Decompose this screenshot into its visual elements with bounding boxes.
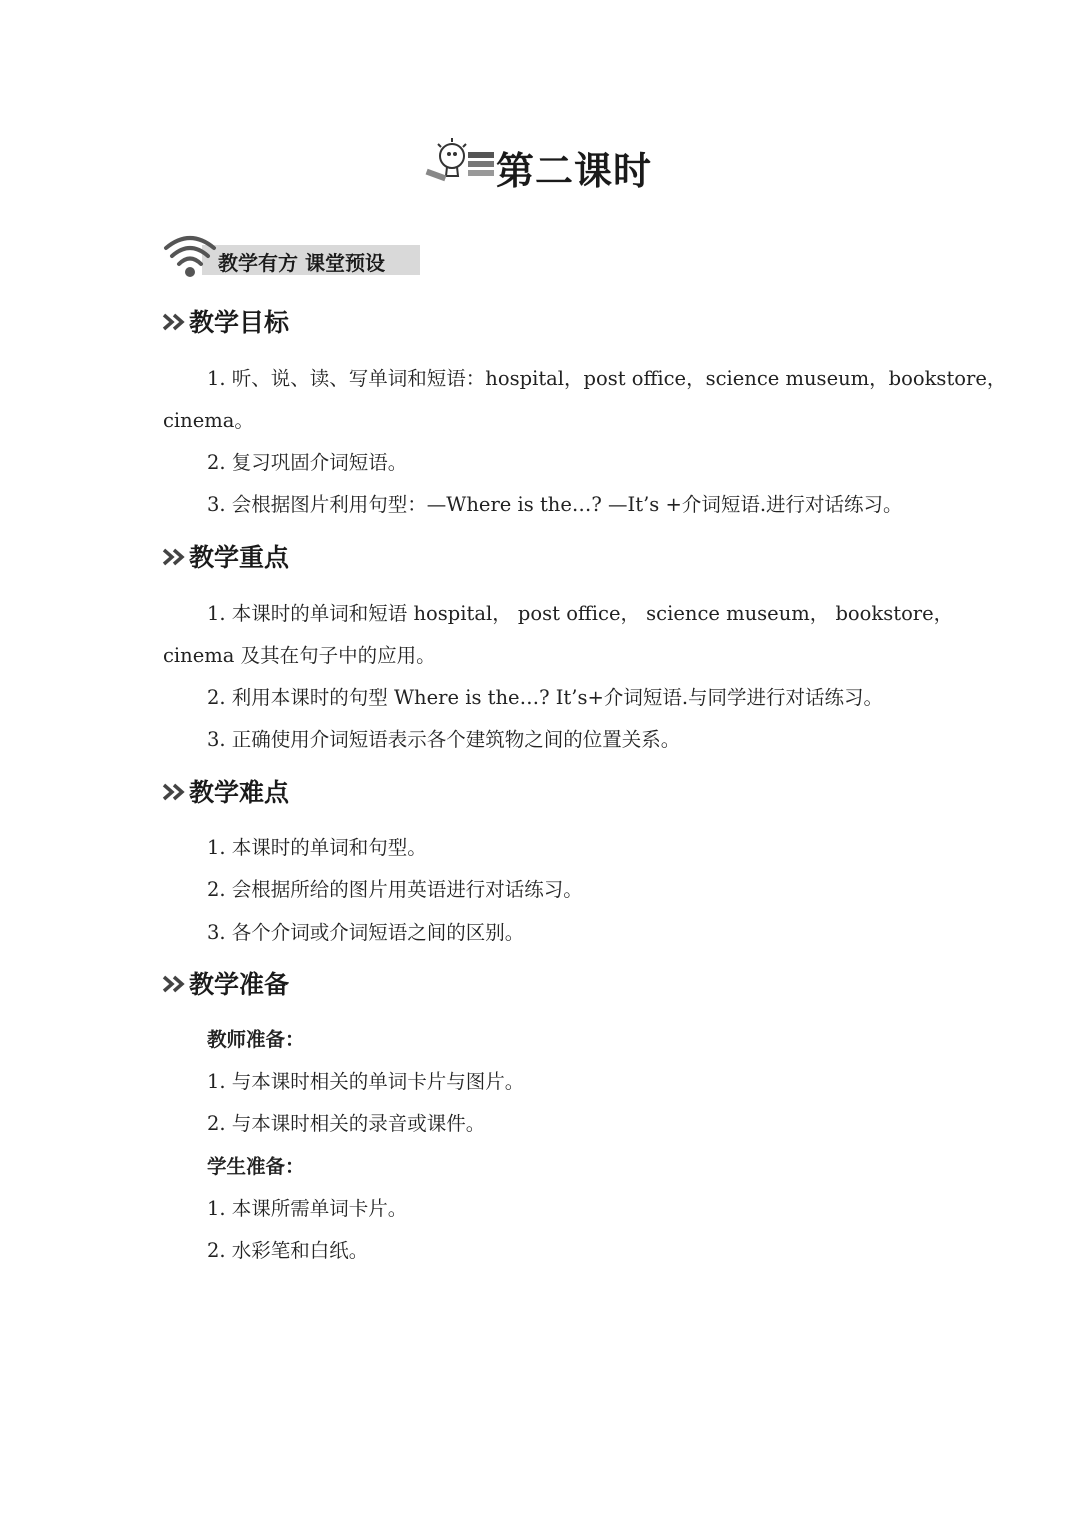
- double-chevron-icon: [162, 974, 188, 994]
- section-heading-key-points: [162, 538, 289, 574]
- section-heading-text: 教学准备: [189, 970, 290, 999]
- lightbulb-books-icon: [422, 134, 496, 184]
- page-header: [0, 132, 1080, 202]
- key-point-line-1-cont: cinema 及其在句子中的应用。: [163, 644, 436, 667]
- wifi-signal-icon: [162, 232, 218, 280]
- teacher-prep-line-1: 1. 与本课时相关的单词卡片与图片。: [207, 1070, 525, 1093]
- objective-line-1: 1. 听、说、读、写单词和短语：hospital，post office，science museum，bookstore，: [207, 367, 1007, 390]
- objective-line-1-cont: cinema。: [163, 409, 254, 432]
- section-banner: [162, 232, 422, 280]
- student-prep-line-1: 1. 本课所需单词卡片。: [207, 1197, 408, 1220]
- key-point-line-3: 3. 正确使用介词短语表示各个建筑物之间的位置关系。: [207, 728, 681, 751]
- double-chevron-icon: [162, 312, 188, 332]
- objective-line-3: 3. 会根据图片利用句型：—Where is the…? —It’s +介词短语.进行对话练习。: [207, 493, 903, 516]
- difficulty-line-1: 1. 本课时的单词和句型。: [207, 836, 427, 859]
- objective-line-2: 2. 复习巩固介词短语。: [207, 451, 408, 474]
- key-point-line-2: 2. 利用本课时的句型 Where is the…? It’s+介词短语.与同学进行对话练习。: [207, 686, 884, 709]
- key-point-line-1: 1. 本课时的单词和短语 hospital， post office， science museum， bookstore，: [207, 602, 954, 625]
- section-heading-text: 教学目标: [189, 308, 290, 337]
- section-heading-text: 教学难点: [189, 778, 290, 807]
- double-chevron-icon: [162, 547, 188, 567]
- banner-text: 教学有方 课堂预设: [218, 251, 385, 275]
- teacher-prep-line-2: 2. 与本课时相关的录音或课件。: [207, 1112, 486, 1135]
- difficulty-line-2: 2. 会根据所给的图片用英语进行对话练习。: [207, 878, 583, 901]
- section-heading-preparation: [162, 965, 289, 1001]
- teacher-prep-label: 教师准备：: [207, 1028, 305, 1051]
- difficulty-line-3: 3. 各个介词或介词短语之间的区别。: [207, 921, 525, 944]
- section-heading-difficulties: [162, 773, 289, 809]
- student-prep-line-2: 2. 水彩笔和白纸。: [207, 1239, 369, 1262]
- double-chevron-icon: [162, 782, 188, 802]
- section-heading-text: 教学重点: [189, 543, 290, 572]
- student-prep-label: 学生准备：: [207, 1155, 305, 1178]
- page-title: 第二课时: [496, 149, 653, 193]
- section-heading-objectives: [162, 303, 289, 339]
